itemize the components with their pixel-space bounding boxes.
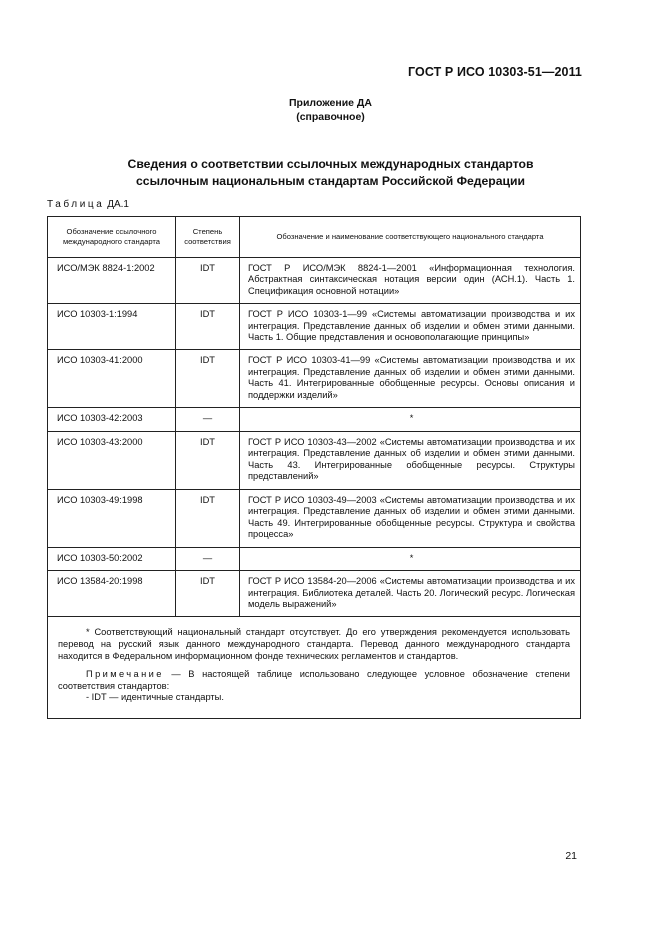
table-row [48, 304, 581, 350]
appendix-title: Приложение ДА [289, 97, 372, 109]
degree-cell: IDT [176, 571, 240, 617]
table-row [48, 258, 581, 304]
national-standard-cell: ГОСТ Р ИСО 10303-1—99 «Системы автоматизации производства и их интеграция. Представление данных об изделии и обмен этими данными. Часть 1. Общие представления и основополагающие принципы» [240, 304, 581, 350]
table-row [48, 408, 581, 431]
note-label: Примечание [86, 669, 164, 680]
column-header-degree: Степень соответствия [176, 217, 240, 258]
footnote: * Соответствующий национальный стандарт отсутствует. До его утверждения рекомендуется использовать перевод на русский язык данного международного стандарта. Перевод данного международного стандарта находится в Федеральном информационном фонде технических регламентов и стандартов. [58, 627, 570, 661]
intl-standard-cell: ИСО 10303-49:1998 [48, 489, 176, 547]
page-number: 21 [565, 850, 577, 862]
intl-standard-cell: ИСО 13584-20:1998 [48, 571, 176, 617]
national-standard-cell: ГОСТ Р ИСО 10303-49—2003 «Системы автоматизации производства и их интеграция. Представление данных об изделии и обмен этими данными. Часть 49. Интегрированные обобщенные ресурсы. Структура и свойства процесса» [240, 489, 581, 547]
national-standard-cell: ГОСТ Р ИСО 13584-20—2006 «Системы автоматизации производства и их интеграция. Библиотека деталей. Часть 20. Логический ресурс. Логическая модель выражений» [240, 571, 581, 617]
note [58, 669, 570, 692]
degree-cell: IDT [176, 258, 240, 304]
national-standard-cell: ГОСТ Р ИСО 10303-43—2002 «Системы автоматизации производства и их интеграция. Представление данных об изделии и обмен этими данными. Часть 43. Интегрированные обобщенные ресурсы. Структуры представлений» [240, 431, 581, 489]
section-title-line-1: Сведения о соответствии ссылочных международных стандартов [127, 157, 534, 171]
degree-cell: IDT [176, 350, 240, 408]
standards-table [47, 216, 581, 719]
national-standard-cell: * [240, 408, 581, 431]
degree-cell: IDT [176, 431, 240, 489]
table-caption-id: ДА.1 [107, 199, 129, 210]
intl-standard-cell: ИСО 10303-50:2002 [48, 547, 176, 570]
table-caption [47, 199, 129, 210]
table-row [48, 431, 581, 489]
note-text: — В настоящей таблице использовано следующее условное обозначение степени соответствия стандартов: [58, 669, 570, 691]
intl-standard-cell: ИСО 10303-41:2000 [48, 350, 176, 408]
national-standard-cell: ГОСТ Р ИСО/МЭК 8824-1—2001 «Информационная технология. Абстрактная синтаксическая нотация версии один (АСН.1). Часть 1. Спецификация основной нотации» [240, 258, 581, 304]
table-row [48, 571, 581, 617]
document-code: ГОСТ Р ИСО 10303-51—2011 [407, 65, 582, 79]
intl-standard-cell: ИСО 10303-42:2003 [48, 408, 176, 431]
appendix-heading [0, 96, 661, 124]
table-notes-row [48, 617, 581, 719]
section-title-line-2: ссылочным национальным стандартам Российской Федерации [136, 174, 525, 188]
appendix-subtitle: (справочное) [296, 111, 365, 123]
table-header-row [48, 217, 581, 258]
section-title [0, 156, 661, 190]
table-row [48, 350, 581, 408]
national-standard-cell: ГОСТ Р ИСО 10303-41—99 «Системы автоматизации производства и их интеграция. Представление данных об изделии и обмен этими данными. Часть 41. Интегрированные обобщенные ресурсы. Основы описания и поддержки изделий» [240, 350, 581, 408]
degree-cell: IDT [176, 489, 240, 547]
column-header-intl: Обозначение ссылочного международного стандарта [48, 217, 176, 258]
degree-cell: IDT [176, 304, 240, 350]
intl-standard-cell: ИСО 10303-1:1994 [48, 304, 176, 350]
table-notes [48, 617, 581, 719]
table-row [48, 547, 581, 570]
intl-standard-cell: ИСО 10303-43:2000 [48, 431, 176, 489]
note-item: - IDT — идентичные стандарты. [86, 692, 224, 703]
national-standard-cell: * [240, 547, 581, 570]
column-header-national: Обозначение и наименование соответствующего национального стандарта [240, 217, 581, 258]
intl-standard-cell: ИСО/МЭК 8824-1:2002 [48, 258, 176, 304]
degree-cell: — [176, 547, 240, 570]
table-caption-word: Таблица [47, 199, 105, 210]
table-row [48, 489, 581, 547]
degree-cell: — [176, 408, 240, 431]
